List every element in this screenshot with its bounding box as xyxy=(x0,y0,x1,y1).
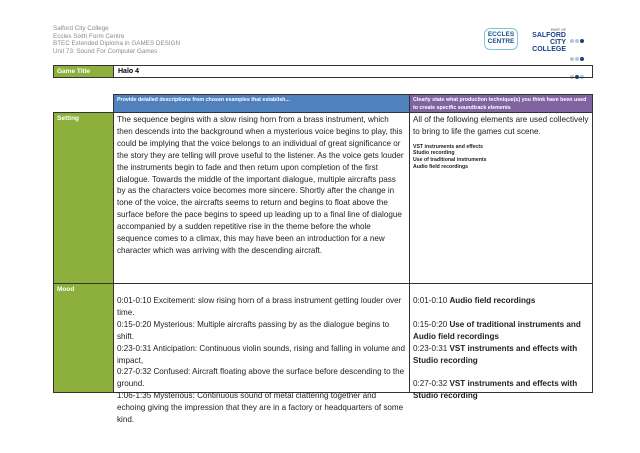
course-name: BTEC Extended Diploma in GAMES DESIGN xyxy=(53,40,181,48)
mood-label: Mood xyxy=(53,283,114,393)
column-header-techniques: Clearly state what production technique(s) you think have been used to create specific soundtrack elements xyxy=(409,94,593,113)
unit-name: Unit 73: Sound For Computer Games xyxy=(53,47,158,55)
setting-description: The sequence begins with a slow rising horn from a brass instrument, which then descends into the background when a mysterious voice begins to play, this could be implying that the voice belongs to an individual of great significance or the story they are telling will prove useful to the listener. As the voice gets louder the instruments begin to fade and then return upon completion of the first dialogue. Towards the middle of the important dialogue, multiple aircrafts pass by as the characters voice becomes more sincere. Shortly after the change in tone of the voice, the aircrafts seems to return and begins to float above the surface before the pace begins to speed up leading up to a final line of dialogue accompanied by a sudden repetitive rise in the theme before the whole sequence comes to a climax, this may have been an introduction for a new character which was arriving with the descending aircraft. xyxy=(113,112,410,284)
salford-city-college-logo: PART OF SALFORD CITY COLLEGE xyxy=(532,28,566,53)
mood-technique: 0:15-0:20 Use of traditional instruments and Audio field recordings xyxy=(413,319,581,341)
technique-item: Use of traditional instruments xyxy=(413,157,487,163)
eccles-centre-logo: ECCLES CENTRE xyxy=(484,28,518,50)
column-header-descriptions: Provide detailed descriptions from chosen examples that establish... xyxy=(113,94,410,113)
game-title-value: Halo 4 xyxy=(113,65,593,78)
document-header xyxy=(53,25,180,55)
mood-entry: 0:01-0:10 Excitement: slow rising horn of a brass instrument getting louder over time. xyxy=(117,296,402,317)
mood-technique: 0:27-0:32 VST instruments and effects with Studio recording xyxy=(413,379,578,401)
mood-entry: 0:23-0:31 Anticipation: Continuous violin sounds, rising and falling in volume and impact, xyxy=(117,343,405,365)
mood-techniques xyxy=(409,283,593,401)
setting-label: Setting xyxy=(53,112,114,284)
mood-entry: 0:27-0:32 Confused: Aircraft floating above the surface before descending to the ground. xyxy=(117,367,405,389)
technique-item: VST instruments and effects xyxy=(413,143,484,150)
mood-entry: 0:15-0:20 Mysterious: Multiple aircrafts passing by as the dialogue begins to shift. xyxy=(117,319,390,341)
mood-entry: 1:06-1:35 Mysterious: Continuous sound of metal clattering together and echoing giving the impression that they are in a factory or headquarters of some kind. xyxy=(117,391,404,425)
game-title-label: Game Title xyxy=(53,65,114,78)
technique-item: Audio field recordings xyxy=(413,163,469,170)
college-name: Salford City College xyxy=(53,25,109,32)
setting-techniques xyxy=(409,112,593,284)
mood-technique: 0:01-0:10 Audio field recordings xyxy=(413,296,536,305)
centre-name: Eccles Sixth Form Centre xyxy=(53,32,125,40)
technique-item: Studio recording xyxy=(413,150,455,157)
mood-descriptions xyxy=(113,283,410,425)
mood-technique: 0:23-0:31 VST instruments and effects with Studio recording xyxy=(413,343,578,365)
technique-intro: All of the following elements are used collectively to bring to life the games cut scene. xyxy=(413,115,589,136)
